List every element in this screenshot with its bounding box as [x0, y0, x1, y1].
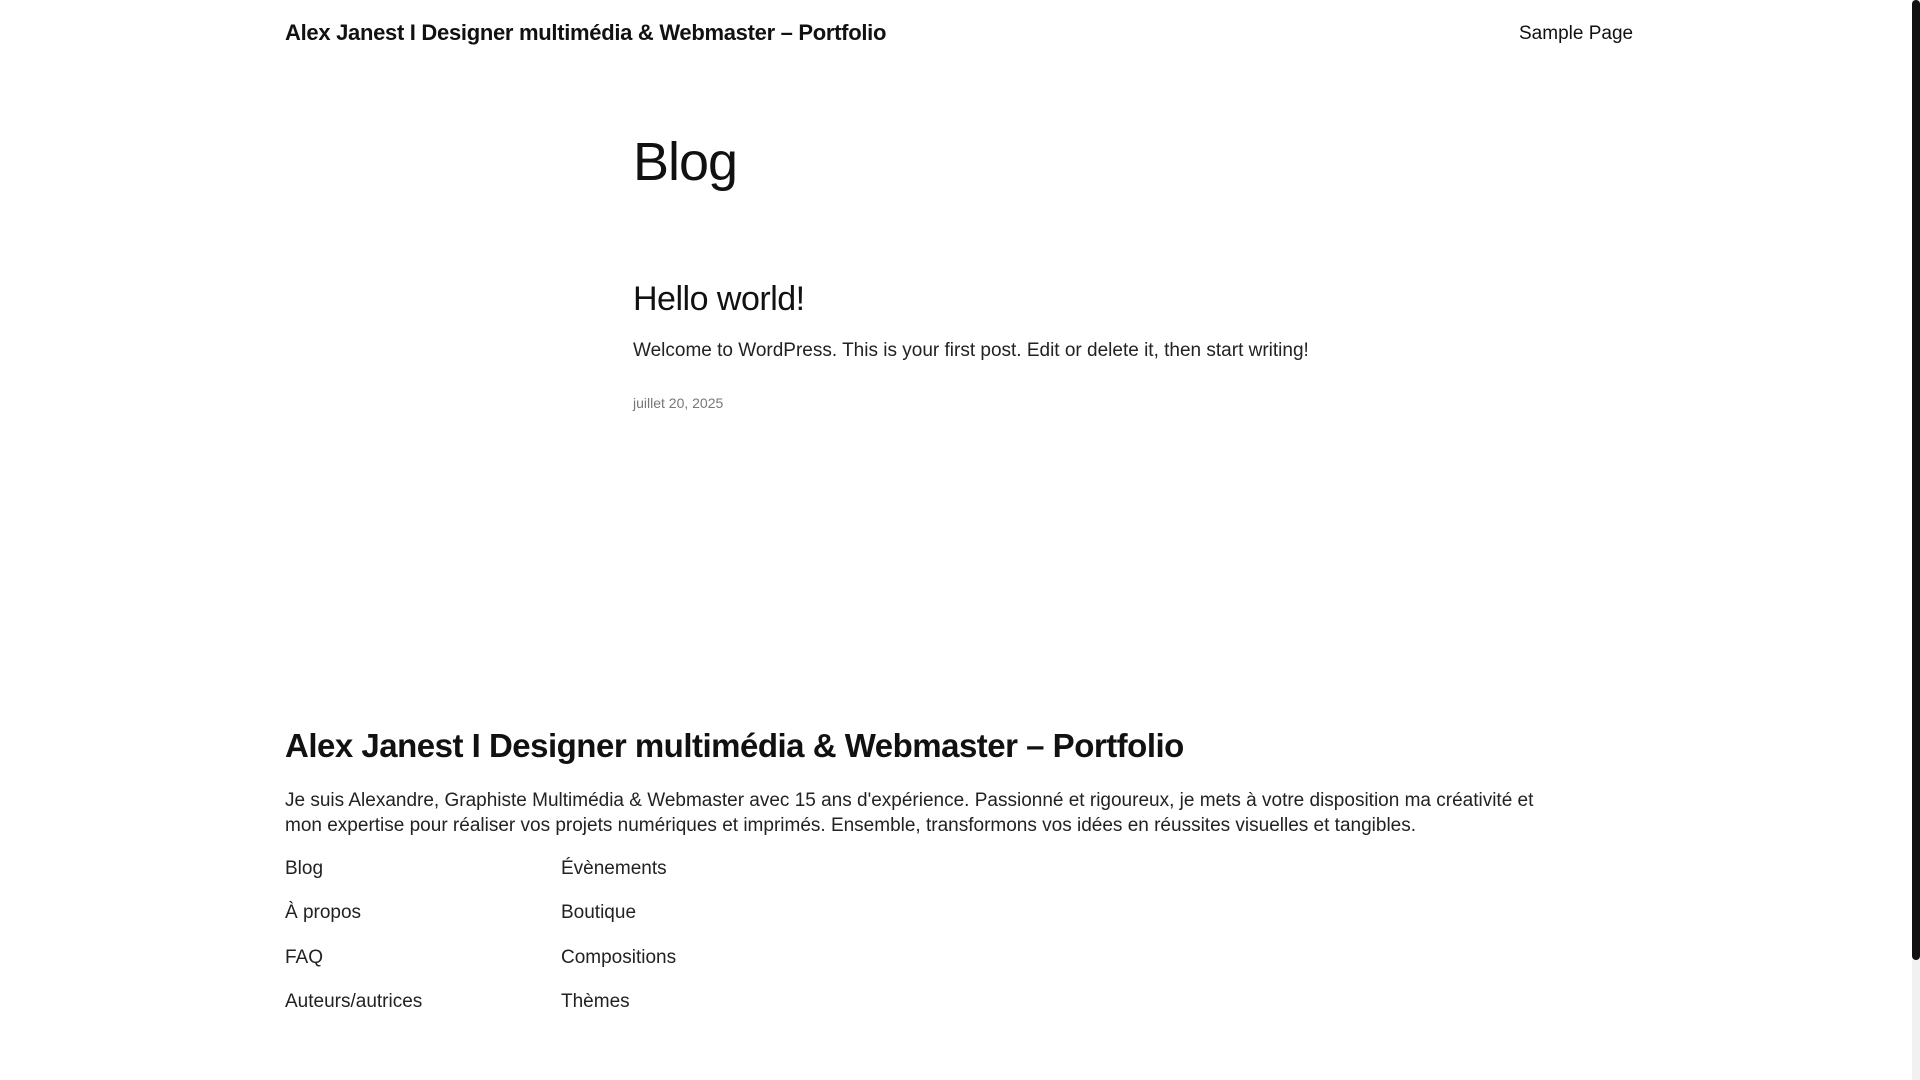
scrollbar-thumb[interactable]	[1912, 0, 1920, 960]
site-title-link[interactable]: Alex Janest I Designer multimédia & Webmaster – Portfolio	[285, 20, 887, 45]
page-title: Blog	[633, 132, 738, 192]
post-date: juillet 20, 2025	[633, 395, 724, 411]
scrollbar-track[interactable]	[1912, 0, 1920, 1080]
nav-item-sample-page[interactable]: Sample Page	[1519, 23, 1634, 44]
post-title-link[interactable]: Hello world!	[633, 280, 805, 318]
footer-link-themes[interactable]: Thèmes	[561, 991, 630, 1012]
footer-link-a-propos[interactable]: À propos	[285, 902, 362, 923]
footer-description: Je suis Alexandre, Graphiste Multimédia & Webmaster avec 15 ans d'expérience. Passionné et rigoureux, je mets à votre disposition ma créativité et mon expertise pour réaliser vos projets numériques et imprimés. Ensemble, transformons vos idées en réussites visuelles et tangibles.	[285, 790, 1534, 836]
footer-link-faq[interactable]: FAQ	[285, 947, 324, 968]
footer-link-auteurs[interactable]: Auteurs/autrices	[285, 991, 423, 1012]
post-excerpt: Welcome to WordPress. This is your first post. Edit or delete it, then start writing!	[633, 340, 1309, 361]
footer-link-evenements[interactable]: Évènements	[561, 858, 667, 879]
footer-link-boutique[interactable]: Boutique	[561, 902, 637, 923]
footer-site-title[interactable]: Alex Janest I Designer multimédia & Webmaster – Portfolio	[285, 727, 1184, 764]
footer-link-compositions[interactable]: Compositions	[561, 947, 677, 968]
footer-link-blog[interactable]: Blog	[285, 858, 324, 879]
